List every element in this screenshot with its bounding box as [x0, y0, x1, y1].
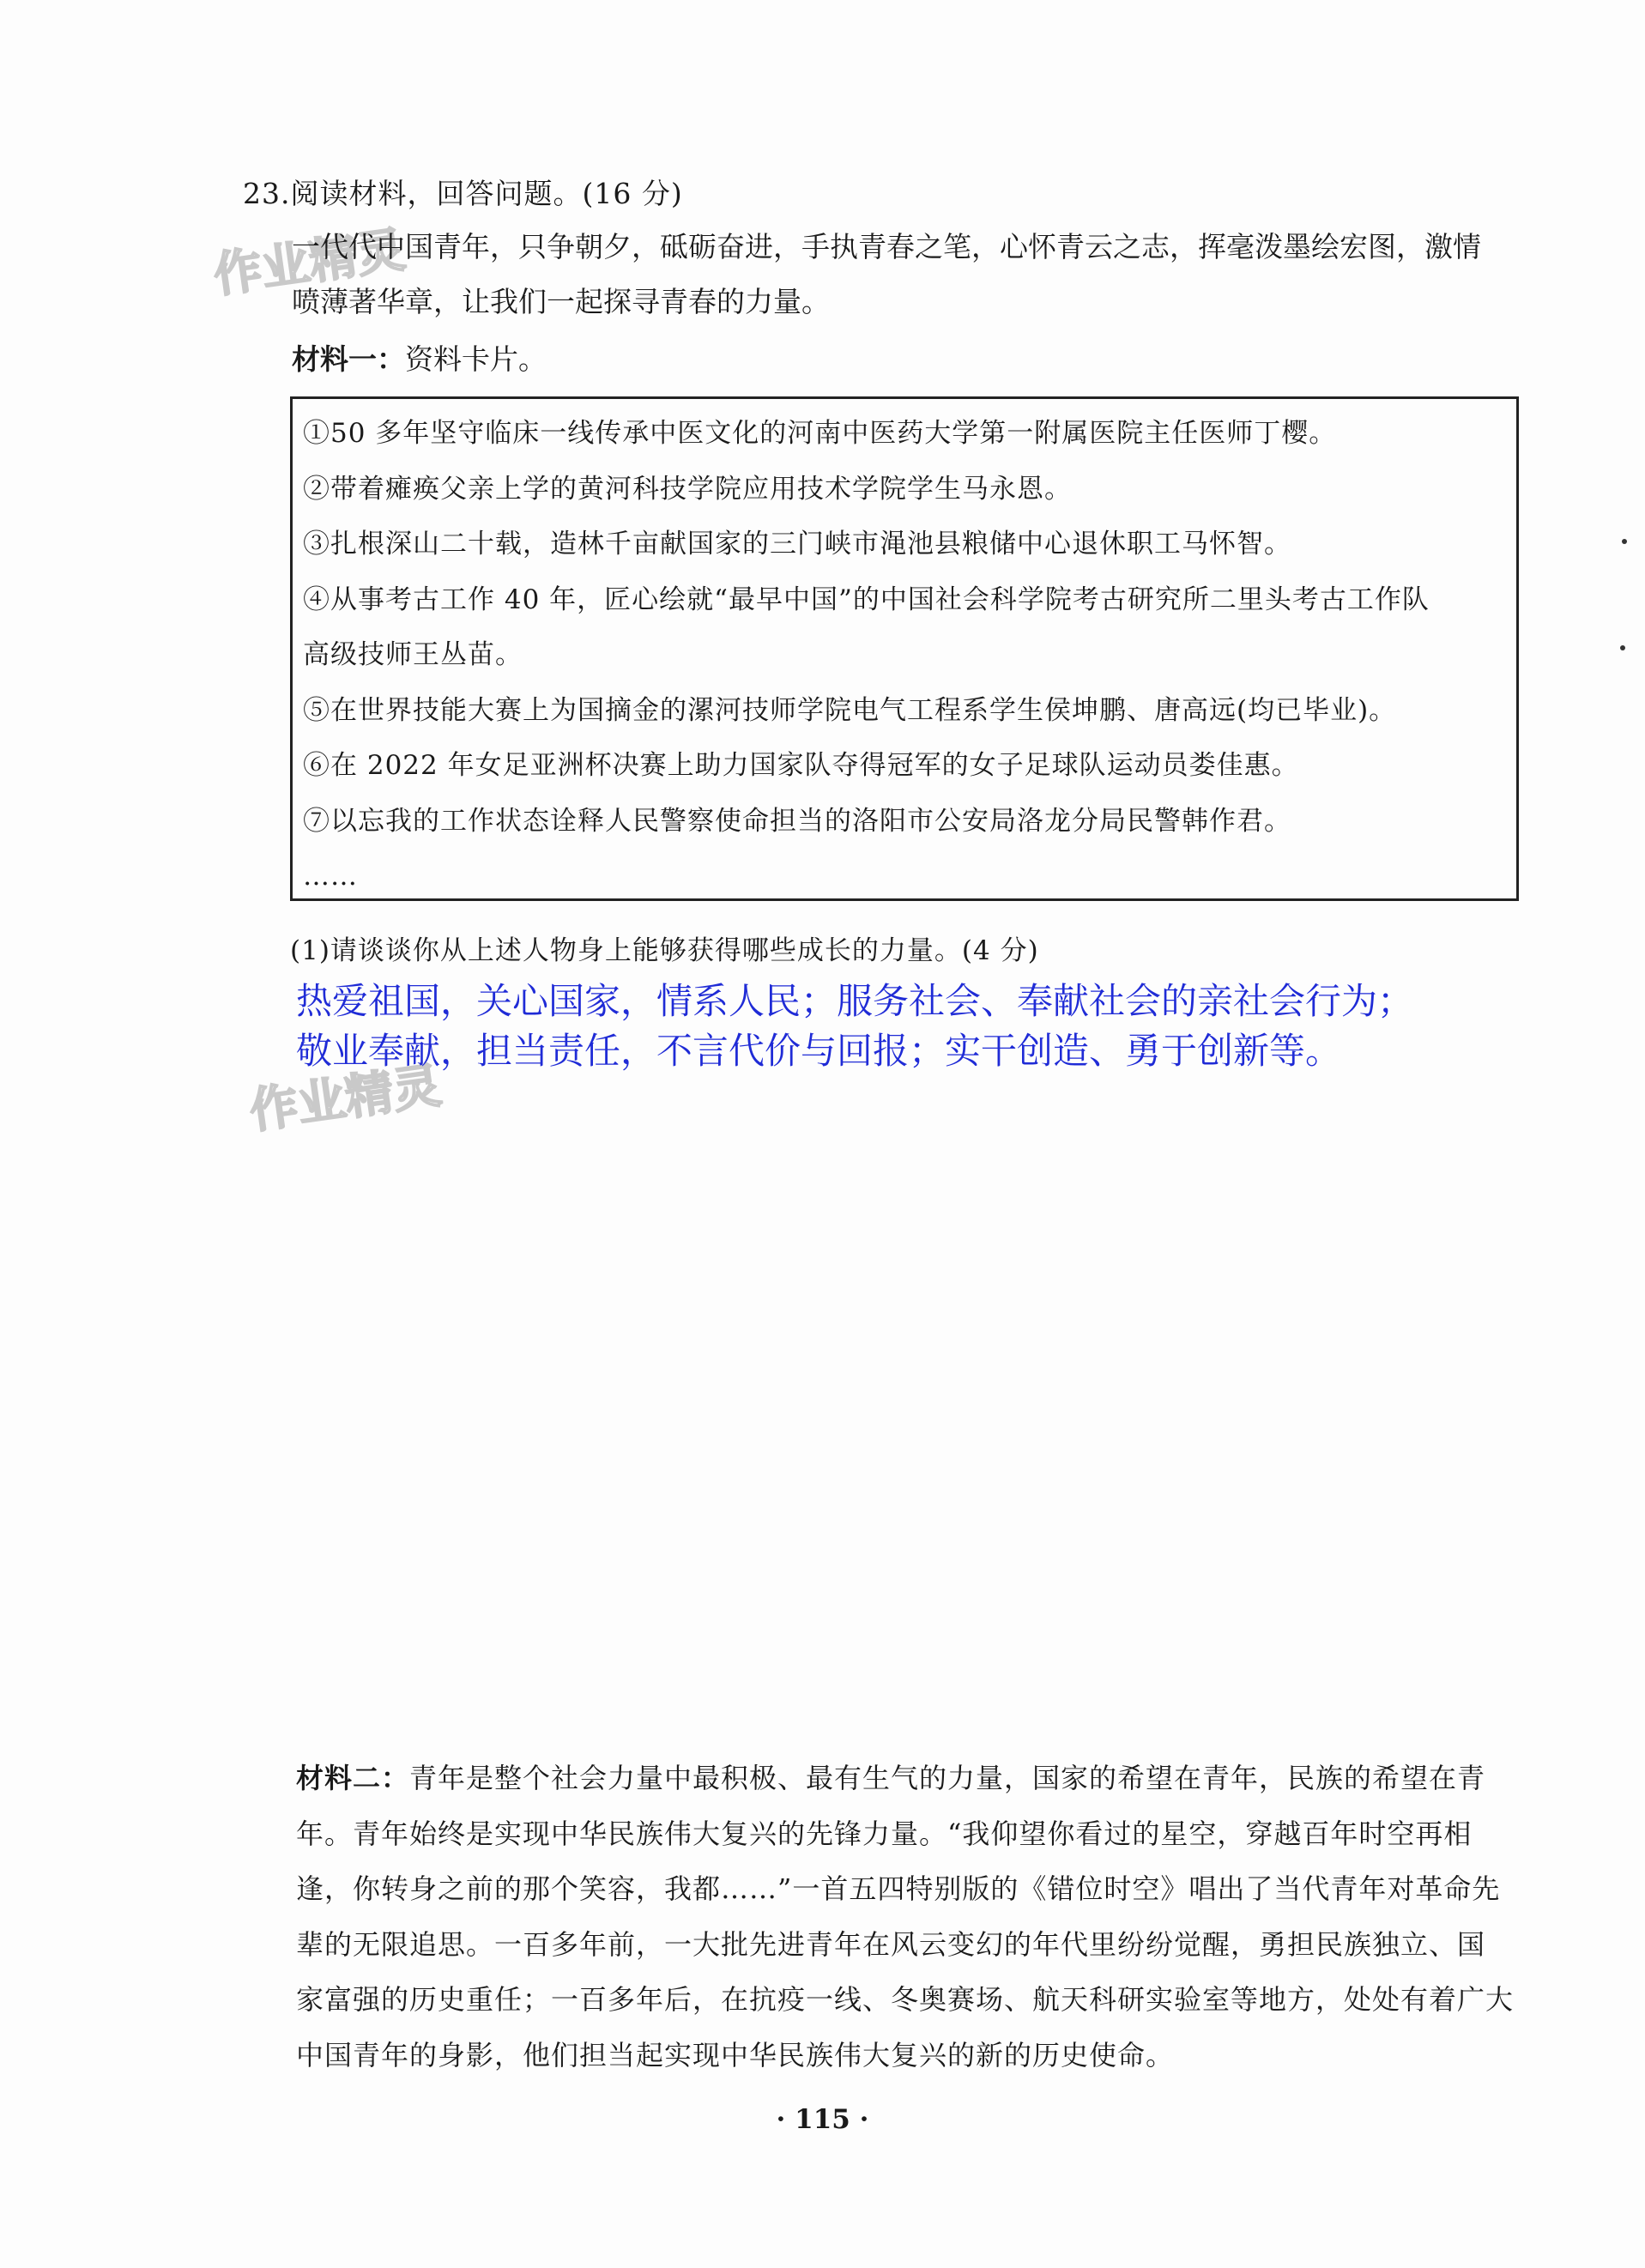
scan-speck [1620, 645, 1625, 650]
watermark: 作业精灵 [210, 221, 409, 305]
card-item: …… [303, 861, 358, 892]
card-item: ⑤在世界技能大赛上为国摘金的漯河技师学院电气工程系学生侯坤鹏、唐高远(均已毕业)。 [303, 694, 1397, 726]
material2-line: 辈的无限追思。一百多年前，一大批先进青年在风云变幻的年代里纷纷觉醒，勇担民族独立、国 [296, 1927, 1486, 1961]
card-item: ⑥在 2022 年女足亚洲杯决赛上助力国家队夺得冠军的女子足球队运动员娄佳惠。 [303, 750, 1299, 781]
card-item: 高级技师王丛苗。 [303, 639, 523, 670]
info-card [290, 396, 1519, 901]
answer-line: 敬业奉献，担当责任，不言代价与回报；实干创造、勇于创新等。 [296, 1030, 1342, 1072]
question-title: 23.阅读材料，回答问题。(16 分) [243, 177, 683, 210]
watermark: 作业精灵 [246, 1057, 445, 1140]
material2-line: 年。青年始终是实现中华民族伟大复兴的先锋力量。“我仰望你看过的星空，穿越百年时空再相 [296, 1817, 1473, 1850]
material2 [296, 1751, 1523, 2083]
card-item: ③扎根深山二十载，造林千亩献国家的三门峡市渑池县粮储中心退休职工马怀智。 [303, 529, 1291, 559]
material2-line: 逢，你转身之前的那个笑容，我都……”一首五四特别版的《错位时空》唱出了当代青年对革命先 [296, 1872, 1501, 1905]
card-item: ②带着瘫痪父亲上学的黄河科技学院应用技术学院学生马永恩。 [303, 473, 1072, 505]
intro-line: 一代代中国青年，只争朝夕，砥砺奋进，手执青春之笔，心怀青云之志，挥毫泼墨绘宏图，激情 [292, 230, 1481, 263]
material1-heading [292, 337, 547, 378]
card-item: ④从事考古工作 40 年，匠心绘就“最早中国”的中国社会科学院考古研究所二里头考古工作队 [303, 584, 1430, 615]
scan-speck [1622, 539, 1627, 544]
material2-line: 家富强的历史重任；一百多年后，在抗疫一线、冬奥赛场、航天科研实验室等地方，处处有着广大 [296, 1983, 1515, 2016]
page-number: · 115 · [776, 2104, 869, 2135]
material1-title: 资料卡片。 [405, 342, 547, 376]
answer-line: 热爱祖国，关心国家，情系人民；服务社会、奉献社会的亲社会行为； [296, 980, 1414, 1022]
intro-line: 喷薄著华章，让我们一起探寻青春的力量。 [292, 285, 830, 318]
material2-line: 中国青年的身影，他们担当起实现中华民族伟大复兴的新的历史使命。 [296, 2038, 1175, 2071]
question-intro [292, 220, 1521, 330]
material2-line: 青年是整个社会力量中最积极、最有生气的力量，国家的希望在青年，民族的希望在青 [409, 1762, 1486, 1794]
handwritten-answer [296, 977, 1413, 1076]
material2-label: 材料二： [296, 1762, 410, 1794]
card-item: ⑦以忘我的工作状态诠释人民警察使命担当的洛阳市公安局洛龙分局民警韩作君。 [303, 805, 1291, 837]
sub-question-1: (1)请谈谈你从上述人物身上能够获得哪些成长的力量。(4 分) [290, 935, 1039, 966]
material1-label: 材料一： [292, 342, 405, 376]
card-item: ①50 多年坚守临床一线传承中医文化的河南中医药大学第一附属医院主任医师丁樱。 [303, 418, 1337, 449]
